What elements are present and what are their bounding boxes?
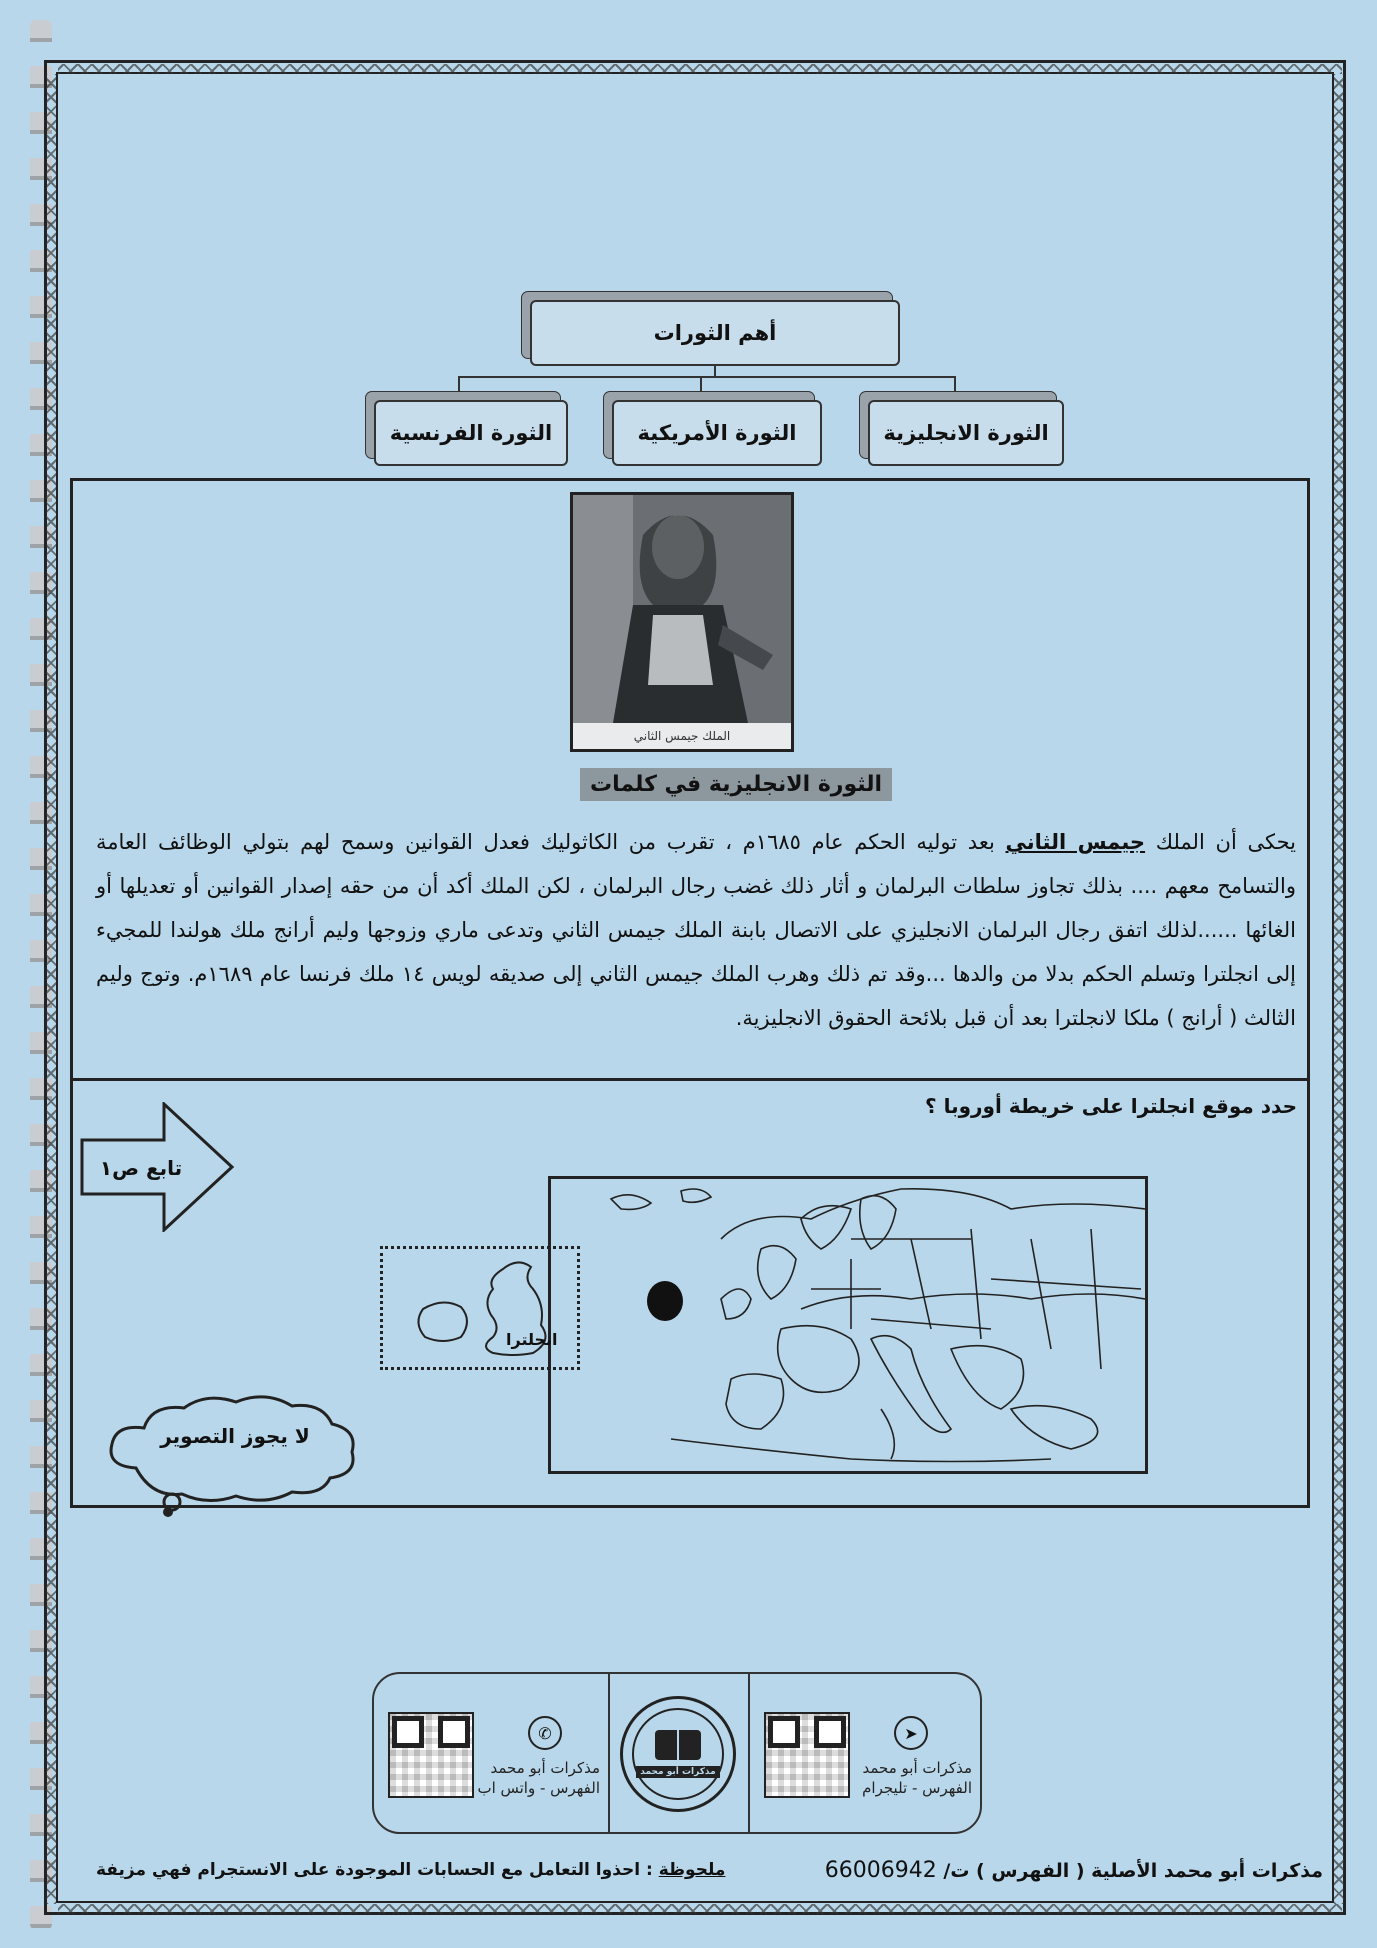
king-portrait xyxy=(570,492,794,752)
telegram-icon: ➤ xyxy=(894,1716,928,1750)
footer-note-text: : احذوا التعامل مع الحسابات الموجودة على الانستجرام فهي مزيفة xyxy=(96,1860,659,1880)
telegram-text-line2: الفهرس - تليجرام xyxy=(862,1779,972,1797)
diagram-connector-bar xyxy=(458,376,956,378)
border-pattern-left xyxy=(46,74,56,1904)
map-question: حدد موقع انجلترا على خريطة أوروبا ؟ xyxy=(925,1094,1297,1118)
book-icon xyxy=(655,1730,701,1762)
footer-credit xyxy=(825,1858,1323,1883)
telegram-text xyxy=(842,1758,972,1798)
logo-inner xyxy=(632,1708,724,1800)
diagram-child-french xyxy=(374,400,568,466)
uk-inset xyxy=(380,1246,580,1370)
diagram-child-label: الثورة الأمريكية xyxy=(637,421,797,445)
footer-note xyxy=(96,1860,725,1880)
telegram-text-line1: مذكرات أبو محمد xyxy=(862,1759,972,1777)
diagram-child-english xyxy=(868,400,1064,466)
brand-logo xyxy=(620,1696,736,1812)
footer-phone: 66006942 xyxy=(824,1858,937,1883)
england-marker xyxy=(647,1281,683,1321)
cloud-label: لا يجوز التصوير xyxy=(160,1424,310,1448)
card-separator-right xyxy=(748,1672,750,1834)
diagram-connector-mid xyxy=(700,376,702,398)
uk-outline xyxy=(383,1249,577,1367)
diagram-connector-left xyxy=(458,376,460,398)
diagram-child-american xyxy=(612,400,822,466)
whatsapp-text-line1: مذكرات أبو محمد xyxy=(490,1759,600,1777)
inset-label: انجلترا xyxy=(506,1330,558,1349)
europe-map-drawing xyxy=(551,1179,1145,1471)
diagram-root-label: أهم الثورات xyxy=(653,321,777,345)
story-paragraph xyxy=(96,820,1296,1040)
portrait-caption: الملك جيمس الثاني xyxy=(573,723,791,749)
europe-map xyxy=(548,1176,1148,1474)
section-title: الثورة الانجليزية في كلمات xyxy=(580,768,892,801)
whatsapp-qr-code[interactable] xyxy=(388,1712,474,1798)
diagram-connector-right xyxy=(954,376,956,398)
border-pattern-top xyxy=(58,64,1342,74)
logo-text: مذكرات أبو محمد xyxy=(636,1766,719,1778)
border-pattern-bottom xyxy=(58,1904,1342,1914)
diagram-child-label: الثورة الفرنسية xyxy=(389,421,553,445)
diagram-child-label: الثورة الانجليزية xyxy=(883,421,1049,445)
footer-note-label: ملحوظة xyxy=(658,1860,726,1880)
telegram-qr-code[interactable] xyxy=(764,1712,850,1798)
portrait-figure xyxy=(573,495,791,723)
arrow-label: تابع ص١ xyxy=(99,1156,183,1180)
border-pattern-right xyxy=(1334,74,1344,1904)
footer-credit-label: مذكرات أبو محمد الأصلية ( الفهرس ) ت/ xyxy=(943,1860,1323,1882)
cloud-icon xyxy=(96,1388,366,1518)
card-separator-left xyxy=(608,1672,610,1834)
whatsapp-text xyxy=(470,1758,600,1798)
paragraph-keyword: جيمس الثاني xyxy=(1005,830,1146,854)
whatsapp-text-line2: الفهرس - واتس اب xyxy=(477,1779,600,1797)
diagram-root xyxy=(530,300,900,366)
paragraph-start: يحكى أن الملك xyxy=(1145,830,1297,854)
paragraph-rest: بعد توليه الحكم عام ١٦٨٥م ، تقرب من الكاثوليك فعدل القوانين وسمح لهم بتولي الوظائف العامة والتسامح معهم .... بذلك تجاوز سلطات البرلمان و أثار ذلك غضب رجال البرلمان ، لكن الملك أكد أن من حقه إصدار القوانين أو تعديلها أو الغائها ......لذلك اتفق رجال البرلمان الانجليزي على الاتصال بابنة الملك جيمس الثاني وتدعى ماري وزوجها وليم أرانج ملك هولندا للمجيء إلى انجلترا وتسلم الحكم بدلا من والدها ...وقد تم ذلك وهرب الملك جيمس الثاني إلى صديقه لويس ١٤ ملك فرنسا عام ١٦٨٩م. وتوج وليم الثالث ( أرانج ) ملكا لانجلترا بعد أن قبل بلائحة الحقوق الانجليزية. xyxy=(96,830,1296,1030)
whatsapp-icon: ✆ xyxy=(528,1716,562,1750)
content-divider xyxy=(70,1078,1310,1081)
